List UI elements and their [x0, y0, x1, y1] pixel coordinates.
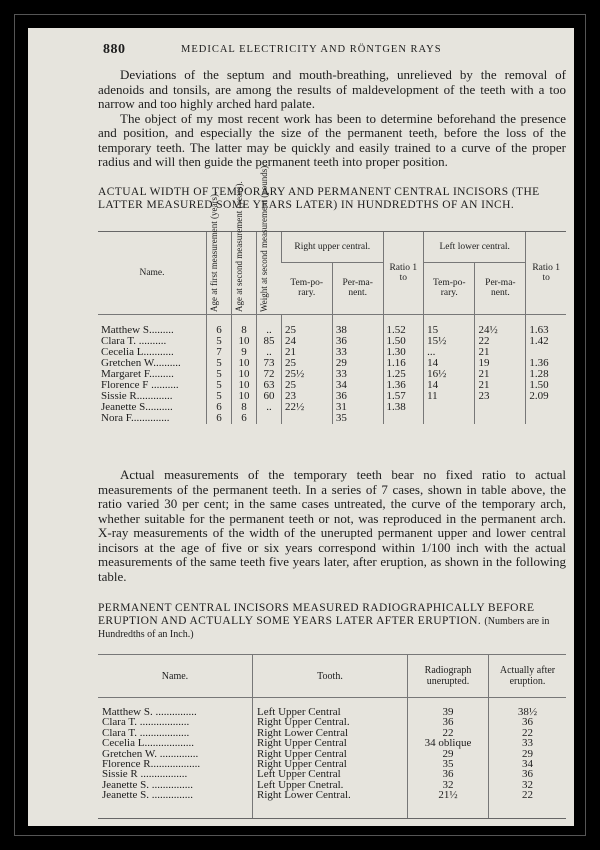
value-cell: 5	[207, 336, 232, 347]
value-cell	[424, 413, 475, 424]
value-cell: 10	[232, 358, 257, 369]
col-upper-perm-header: Per-ma-nent.	[332, 262, 383, 314]
name-cell: Sissie R .................	[102, 768, 188, 781]
name-cell: Margaret F.........	[101, 368, 174, 380]
value-cell: Left Upper Central	[253, 698, 408, 718]
col-ratio2-header: Ratio 1 to	[526, 232, 566, 315]
value-cell: 31	[332, 402, 383, 413]
t2-col-actual-header: Actually after eruption.	[489, 655, 566, 698]
value-cell: 36	[408, 769, 489, 779]
value-cell: 6	[207, 315, 232, 337]
value-cell: 14	[424, 358, 475, 369]
name-cell: Gretchen W..........	[101, 357, 181, 369]
value-cell: 24½	[475, 315, 526, 337]
book-page	[28, 28, 574, 826]
paragraph-deviations: Deviations of the septum and mouth-breathing, unrelieved by the removal of adenoids and tonsils, are among the results of maldevelopment of the teeth with a too narrow and too highly arched hard palate.	[98, 67, 566, 111]
t2-col-tooth-header: Tooth.	[253, 655, 408, 698]
value-cell: 38	[332, 315, 383, 337]
value-cell: 5	[207, 369, 232, 380]
value-cell: 6	[207, 402, 232, 413]
value-cell: 21½	[408, 790, 489, 818]
running-title: MEDICAL ELECTRICITY AND RÖNTGEN RAYS	[181, 44, 442, 55]
value-cell: Right Upper Central.	[253, 717, 408, 727]
value-cell: ...	[424, 347, 475, 358]
value-cell: 22	[489, 790, 566, 818]
value-cell: 1.25	[383, 369, 424, 380]
value-cell: 1.42	[526, 336, 566, 347]
value-cell: 1.50	[383, 336, 424, 347]
name-cell: Clara T. ..........	[101, 335, 167, 347]
radiograph-table	[98, 654, 566, 819]
value-cell: 25½	[282, 369, 333, 380]
value-cell: 1.36	[526, 358, 566, 369]
col-lower-perm-header: Per-ma-nent.	[475, 262, 526, 314]
value-cell: 35	[408, 759, 489, 769]
name-cell: Clara T. ..................	[102, 716, 190, 729]
value-cell: ..	[257, 315, 282, 337]
value-cell	[424, 402, 475, 413]
name-cell: Cecelia L...........	[101, 346, 174, 358]
value-cell: 16½	[424, 369, 475, 380]
value-cell: 33	[489, 738, 566, 748]
col-age1-header: Age at first measurement (years).	[209, 191, 219, 312]
value-cell: ..	[257, 402, 282, 413]
value-cell: Right Upper Central	[253, 738, 408, 748]
value-cell: 35	[332, 413, 383, 424]
value-cell: 10	[232, 369, 257, 380]
intro-paragraphs	[98, 68, 566, 170]
name-cell: Matthew S. ...............	[102, 706, 197, 718]
name-cell: Nora F..............	[101, 412, 170, 424]
name-cell: Jeanette S..........	[101, 401, 173, 413]
name-cell: Gretchen W. ..............	[102, 747, 199, 760]
col-upper-header: Right upper central.	[282, 232, 384, 262]
value-cell: 72	[257, 369, 282, 380]
t2-col-name-header: Name.	[98, 655, 253, 698]
value-cell: 8	[232, 402, 257, 413]
value-cell: 60	[257, 391, 282, 402]
value-cell: 1.36	[383, 380, 424, 391]
value-cell: 9	[232, 347, 257, 358]
value-cell: 15½	[424, 336, 475, 347]
name-cell: Cecelia L..................	[102, 737, 194, 750]
value-cell: 10	[232, 391, 257, 402]
t2-col-radiograph-header: Radiograph unerupted.	[408, 655, 489, 698]
value-cell: 21	[282, 347, 333, 358]
table1-caption: ACTUAL WIDTH OF TEMPORARY AND PERMANENT CENTRAL INCISORS (THE LATTER MEASURED SOME YEARS LATER) IN HUNDREDTHS OF AN INCH.	[98, 186, 540, 211]
value-cell: 2.09	[526, 391, 566, 402]
value-cell: 1.16	[383, 358, 424, 369]
table2-caption-note: (Numbers are in Hundredths of an Inch.)	[98, 615, 550, 640]
value-cell: 1.63	[526, 315, 566, 337]
value-cell	[475, 413, 526, 424]
value-cell: 24	[282, 336, 333, 347]
table-row	[98, 790, 566, 818]
value-cell: Right Lower Central	[253, 728, 408, 738]
value-cell: Left Upper Cnetral.	[253, 780, 408, 790]
table-row	[98, 413, 566, 424]
name-cell: Sissie R.............	[101, 390, 173, 402]
value-cell: 34 oblique	[408, 738, 489, 748]
value-cell: 33	[332, 347, 383, 358]
value-cell: 32	[489, 780, 566, 790]
value-cell: 25	[282, 358, 333, 369]
name-cell: Clara T. ..................	[102, 726, 190, 739]
table1-body	[98, 315, 566, 425]
value-cell: 6	[232, 413, 257, 424]
name-cell: Matthew S.........	[101, 324, 174, 336]
value-cell: 11	[424, 391, 475, 402]
col-lower-temp-header: Tem-po-rary.	[424, 262, 475, 314]
paragraph-object: The object of my most recent work has been to determine beforehand the presence and position, and especially the size of the permanent teeth, before the loss of the temporary teeth. The latter may be quickly and easily trained to a curve of the proper radius and will then guide the permanent teeth into proper position.	[98, 110, 566, 169]
value-cell: 22	[408, 728, 489, 738]
value-cell	[383, 413, 424, 424]
value-cell: 21	[475, 369, 526, 380]
value-cell: 25	[282, 380, 333, 391]
measurement-paragraph	[98, 468, 566, 584]
table2-caption	[98, 602, 566, 642]
value-cell	[526, 413, 566, 424]
value-cell: 15	[424, 315, 475, 337]
value-cell: 21	[475, 347, 526, 358]
value-cell: 5	[207, 358, 232, 369]
value-cell: 36	[332, 391, 383, 402]
value-cell: 29	[408, 749, 489, 759]
value-cell: 1.50	[526, 380, 566, 391]
col-name-header: Name.	[98, 232, 207, 315]
name-cell: Jeanette S. ...............	[102, 789, 194, 802]
value-cell: 29	[489, 749, 566, 759]
value-cell: 39	[408, 698, 489, 718]
name-cell: Florence F ..........	[101, 379, 179, 391]
value-cell: ..	[257, 347, 282, 358]
value-cell: 63	[257, 380, 282, 391]
value-cell: 34	[332, 380, 383, 391]
value-cell: 85	[257, 336, 282, 347]
col-weight-header: Weight at second measurement (pounds).	[259, 163, 269, 312]
value-cell: 23	[475, 391, 526, 402]
value-cell: 10	[232, 336, 257, 347]
page-number: 880	[103, 42, 126, 57]
value-cell: 22	[489, 728, 566, 738]
value-cell: 36	[489, 717, 566, 727]
value-cell: 21	[475, 380, 526, 391]
value-cell: 5	[207, 380, 232, 391]
table-row	[98, 698, 566, 718]
value-cell: 1.28	[526, 369, 566, 380]
value-cell: 22	[475, 336, 526, 347]
value-cell: 5	[207, 391, 232, 402]
value-cell: 34	[489, 759, 566, 769]
value-cell: 1.30	[383, 347, 424, 358]
value-cell: 36	[332, 336, 383, 347]
value-cell: 22½	[282, 402, 333, 413]
value-cell	[475, 402, 526, 413]
value-cell: 38½	[489, 698, 566, 718]
table2-bottom-rule	[98, 818, 566, 819]
value-cell: Right Upper Central	[253, 749, 408, 759]
col-upper-temp-header: Tem-po-rary.	[282, 262, 333, 314]
value-cell: 1.57	[383, 391, 424, 402]
value-cell: 73	[257, 358, 282, 369]
value-cell	[257, 413, 282, 424]
value-cell: 19	[475, 358, 526, 369]
value-cell: 6	[207, 413, 232, 424]
table2-caption-title: PERMANENT CENTRAL INCISORS MEASURED RADIOGRAPHICALLY BEFORE ERUPTION AND ACTUALLY SOME YEARS LATER AFTER ERUPTION.	[98, 602, 535, 627]
value-cell: 33	[332, 369, 383, 380]
value-cell	[526, 402, 566, 413]
value-cell: 25	[282, 315, 333, 337]
value-cell: 32	[408, 780, 489, 790]
running-header	[103, 42, 563, 58]
value-cell: 36	[408, 717, 489, 727]
value-cell: 7	[207, 347, 232, 358]
value-cell: Left Upper Central	[253, 769, 408, 779]
col-ratio1-header: Ratio 1 to	[383, 232, 424, 315]
col-age2-header: Age at second measurement (years).	[234, 181, 244, 312]
value-cell: 36	[489, 769, 566, 779]
value-cell	[282, 413, 333, 424]
value-cell: 14	[424, 380, 475, 391]
value-cell: 10	[232, 380, 257, 391]
name-cell: Florence R..................	[102, 758, 201, 771]
col-lower-header: Left lower central.	[424, 232, 526, 262]
value-cell: 1.52	[383, 315, 424, 337]
name-cell: Jeanette S. ...............	[102, 778, 194, 791]
value-cell: 1.38	[383, 402, 424, 413]
value-cell: Right Upper Central	[253, 759, 408, 769]
value-cell: 23	[282, 391, 333, 402]
paragraph-measurements: Actual measurements of the temporary teeth bear no fixed ratio to actual measurements of the permanent teeth. In a series of 7 cases, shown in table above, the ratio varied 30 per cent; in the same cases untreated, the curve of the temporary arch, whether suitable for the permanent teeth or not, was reproduced in the permanent arch. X-ray measurements of the width of the unerupted permanent upper and lower central incisors at the age of five or six years correspond within 1/100 inch with the actual measurements of the same teeth five years later, after eruption, as shown in the following table.	[98, 467, 566, 584]
value-cell: 8	[232, 315, 257, 337]
value-cell: 29	[332, 358, 383, 369]
table-row	[98, 315, 566, 337]
table2-body	[98, 698, 566, 819]
value-cell: Right Lower Central.	[253, 790, 408, 818]
